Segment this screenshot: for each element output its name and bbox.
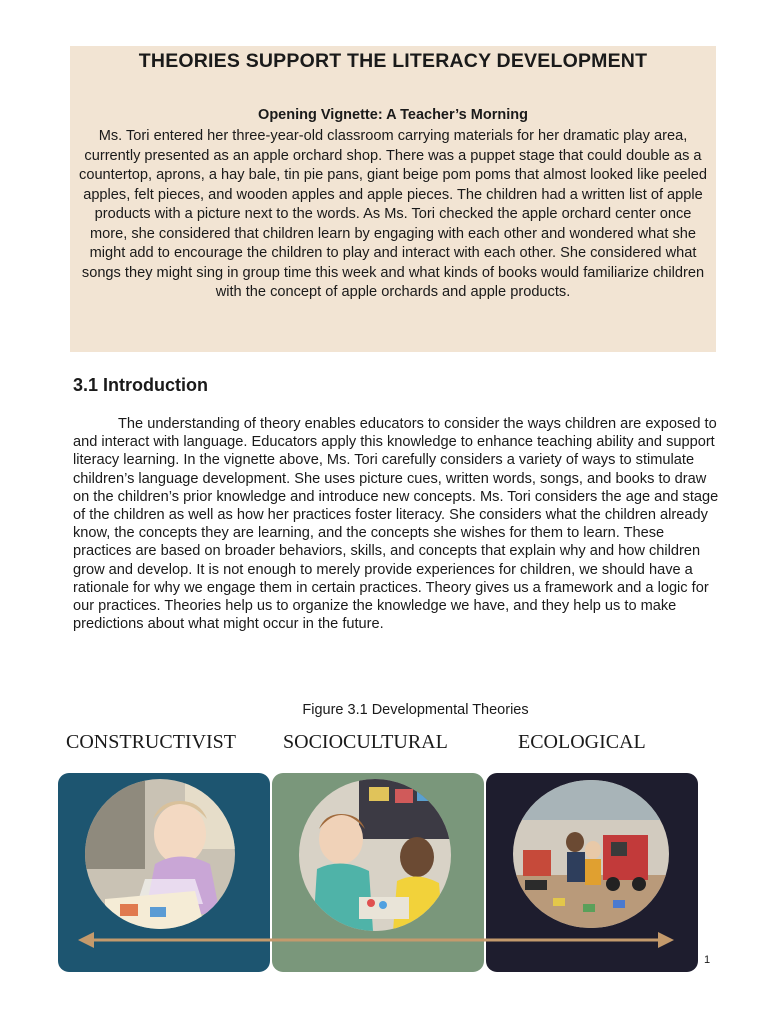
introduction-paragraph: The understanding of theory enables educators to consider the ways children are exposed to and interact with language. Educators apply this knowledge to enhance teaching ability and support literacy learning. In the vignette above, Ms. Tori carefully considers a variety of ways to stimulate children’s language development. She uses picture cues, written words, songs, and books to draw on the children’s prior knowledge and introduce new concepts. Ms. Tori considers the age and stage of the children as well as how her practices foster literacy. She considers what the children already know, the concepts they are learning, and the concepts she wishes for them to learn. These practices are based on broader behaviors, skills, and concepts that explain why and how children grow and develop. It is not enough to merely provide experiences for children, we should have a rationale for why we engage them in certain practices. Theory gives us a framework and a logic for our practices. Theories help us to organize the knowledge we have, and they help us to make predictions about what might occur in the future. — [73, 416, 719, 633]
label-ecological: ECOLOGICAL — [518, 731, 646, 753]
vignette-text: Ms. Tori entered her three-year-old classroom carrying materials for her dramatic play area, currently presented as an apple orchard shop. There was a puppet stage that could double as a countertop, aprons, a hay bale, tin pie pans, giant beige pom poms that almost looked like peeled apples, felt pieces, and wooden apples and apple pieces. The children had a written list of apple products with a picture next to the words. As Ms. Tori checked the apple orchard center once more, she considered that children learn by engaging with each other and wondered what she might add to encourage the children to play and interact with each other. She considered what songs they might sing in group time this week and what kinds of books would familiarize children with the concept of apple orchards and apple products. — [79, 128, 707, 300]
classroom-play-photo — [513, 780, 669, 928]
introduction-body — [73, 415, 723, 633]
constructivist-panel — [58, 773, 270, 972]
document-title: THEORIES SUPPORT THE LITERACY DEVELOPMENT — [138, 50, 648, 72]
children-playing-photo — [299, 779, 451, 931]
child-reading-photo — [85, 779, 235, 929]
opening-vignette-box — [70, 46, 716, 352]
figure-caption: Figure 3.1 Developmental Theories — [302, 702, 529, 718]
label-sociocultural: SOCIOCULTURAL — [283, 731, 448, 753]
vignette-heading: Opening Vignette: A Teacher’s Morning — [258, 107, 528, 123]
introduction-heading: 3.1 Introduction — [73, 375, 208, 395]
sociocultural-panel — [272, 773, 484, 972]
label-constructivist: CONSTRUCTIVIST — [66, 731, 237, 753]
page-number: 1 — [704, 954, 711, 966]
ecological-panel — [486, 773, 698, 972]
